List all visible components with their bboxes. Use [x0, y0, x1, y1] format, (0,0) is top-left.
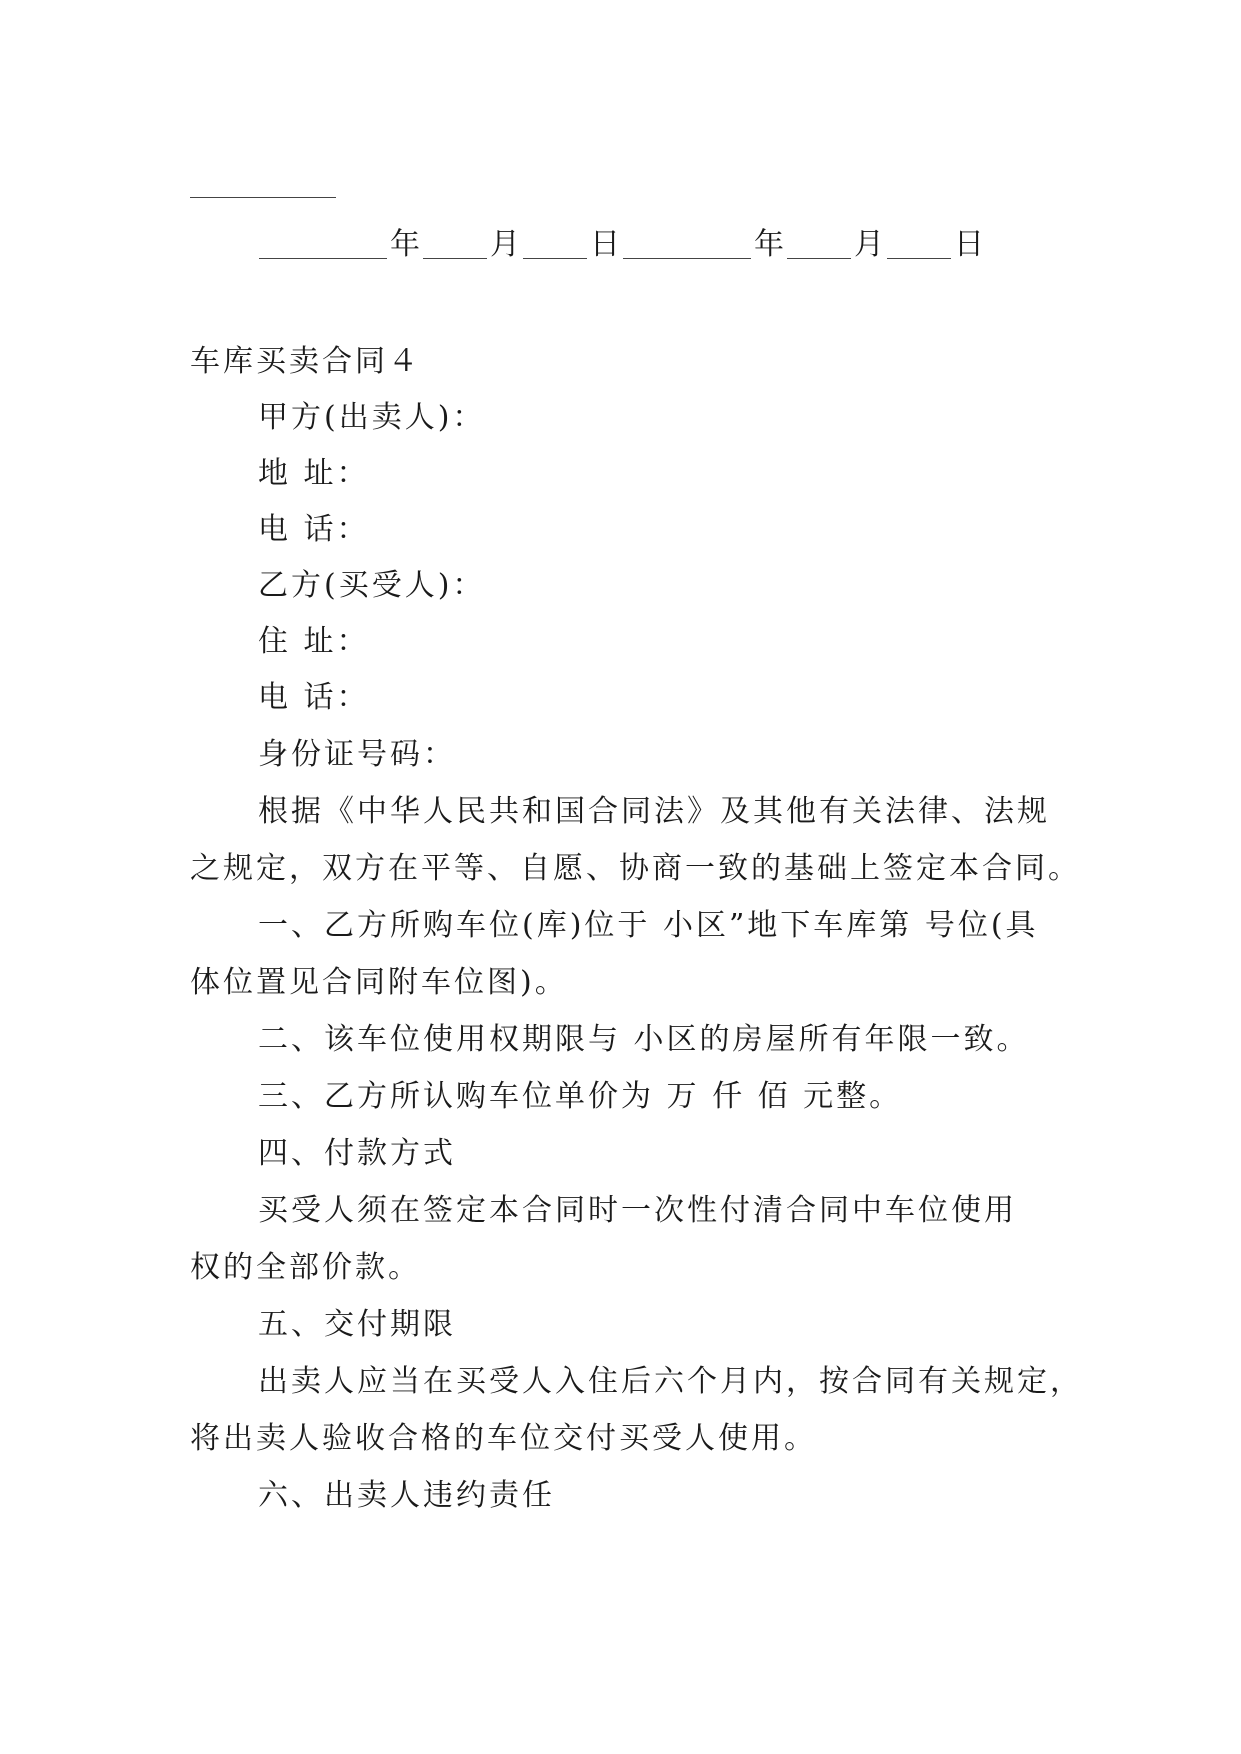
clause-5-title: 五、交付期限 [258, 1307, 456, 1342]
day-label: 日 [954, 227, 984, 262]
clause-1-line: 体位置见合同附车位图)。 [190, 965, 568, 1000]
year-blank [623, 232, 751, 259]
contract-title: 车库买卖合同４ [190, 344, 421, 379]
party-a-address: 地 址： [258, 456, 370, 491]
date-row [256, 225, 984, 265]
day-label: 日 [590, 227, 620, 262]
clause-1-line: 一、乙方所购车位(库)位于 小区”地下车库第 号位(具 [258, 908, 1039, 943]
year-blank [259, 232, 387, 259]
month-label: 月 [854, 227, 884, 262]
clause-4-title: 四、付款方式 [258, 1136, 456, 1171]
year-label: 年 [390, 227, 420, 262]
signature-blank-line [190, 197, 336, 198]
day-blank [523, 232, 587, 259]
id-number-label: 身份证号码： [258, 737, 456, 772]
clause-2: 二、该车位使用权期限与 小区的房屋所有年限一致。 [258, 1022, 1030, 1057]
clause-5-line: 将出卖人验收合格的车位交付买受人使用。 [190, 1421, 817, 1456]
clause-6-title: 六、出卖人违约责任 [258, 1478, 555, 1513]
party-a-phone: 电 话： [258, 512, 370, 547]
clause-4-line: 买受人须在签定本合同时一次性付清合同中车位使用 [258, 1193, 1017, 1228]
intro-paragraph-line: 根据《中华人民共和国合同法》及其他有关法律、法规 [258, 794, 1050, 829]
clause-4-line: 权的全部价款。 [190, 1250, 421, 1285]
month-blank [787, 232, 851, 259]
party-b-label: 乙方(买受人)： [258, 568, 486, 603]
month-label: 月 [490, 227, 520, 262]
party-a-label: 甲方(出卖人)： [258, 400, 486, 435]
month-blank [423, 232, 487, 259]
intro-paragraph-line: 之规定，双方在平等、自愿、协商一致的基础上签定本合同。 [190, 851, 1081, 886]
clause-3: 三、乙方所认购车位单价为 万 仟 佰 元整。 [258, 1079, 903, 1114]
day-blank [887, 232, 951, 259]
year-label: 年 [754, 227, 784, 262]
clause-5-line: 出卖人应当在买受人入住后六个月内，按合同有关规定， [258, 1364, 1083, 1399]
party-b-phone: 电 话： [258, 680, 370, 715]
party-b-address: 住 址： [258, 624, 370, 659]
